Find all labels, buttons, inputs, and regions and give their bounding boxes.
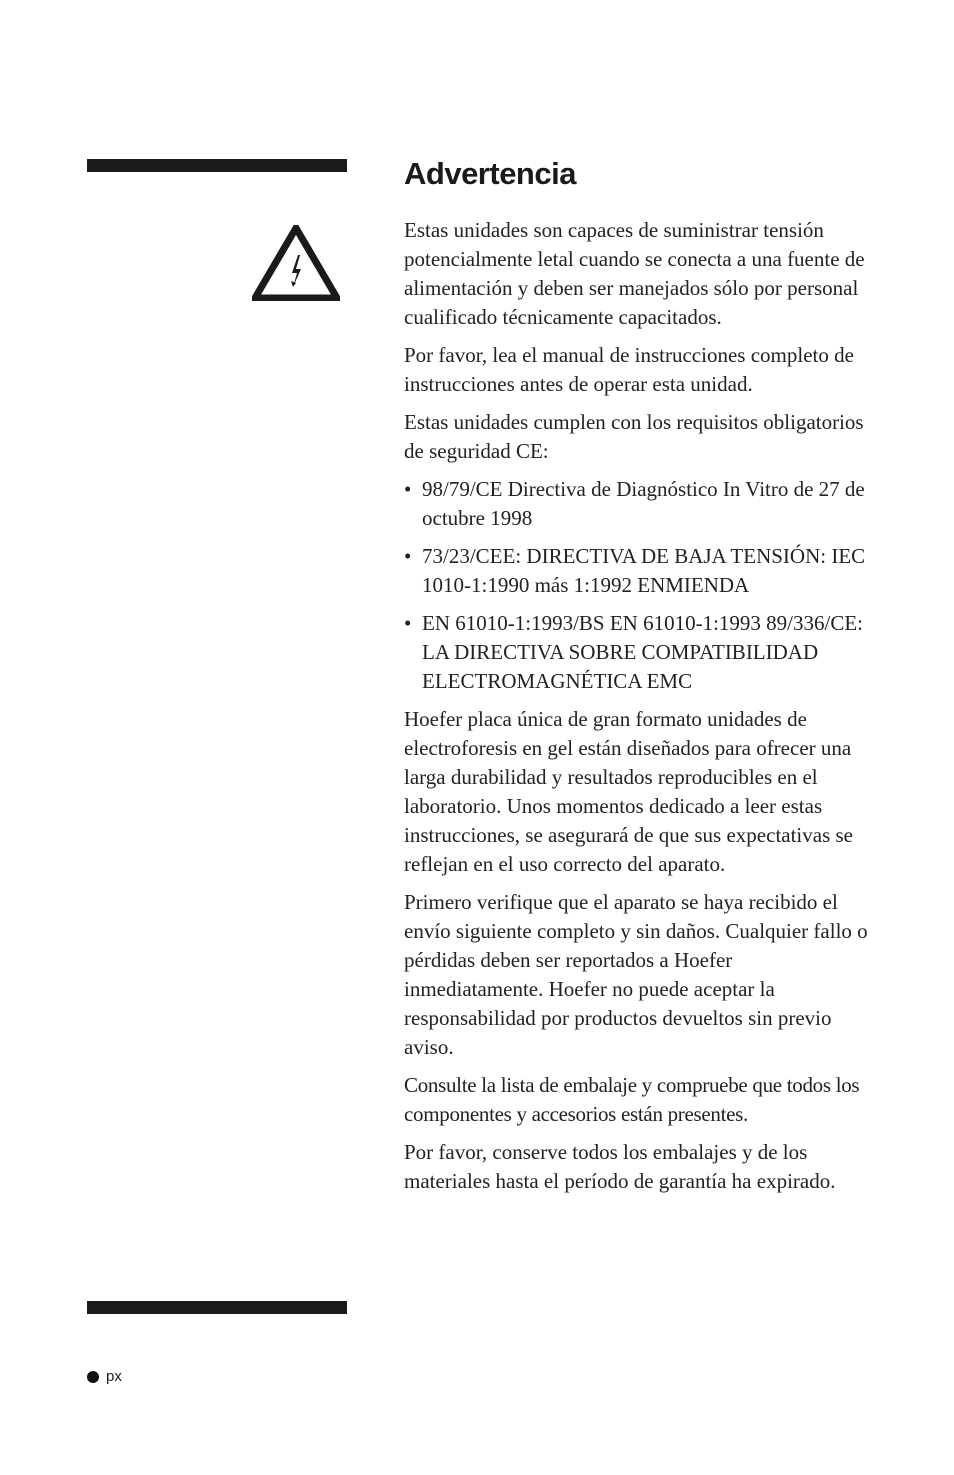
bottom-rule — [87, 1301, 347, 1314]
bullet-symbol: • — [404, 611, 412, 635]
bullet-symbol: • — [404, 544, 412, 568]
paragraph-read-manual: Por favor, lea el manual de instrucciones completo de instrucciones antes de operar esta unidad. — [404, 343, 854, 396]
list-item — [404, 609, 874, 696]
paragraph-voltage-warning: Estas unidades son capaces de suministrar tensión potencialmente letal cuando se conecta a una fuente de alimentación y deben ser manejados sólo por personal cualificado técnicamente capacitados. — [404, 218, 865, 329]
page-footer — [87, 1368, 122, 1385]
paragraph-packing-list: Consulte la lista de embalaje y compruebe que todos los componentes y accesorios están presentes. — [404, 1073, 860, 1126]
top-rule — [87, 159, 347, 172]
directive-text: 98/79/CE Directiva de Diagnóstico In Vitro de 27 de octubre 1998 — [422, 477, 865, 530]
list-item — [404, 475, 874, 533]
paragraph-keep-packaging: Por favor, conserve todos los embalajes y de los materiales hasta el período de garantía ha expirado. — [404, 1140, 836, 1193]
section-title: Advertencia — [404, 156, 576, 191]
paragraph-verify-shipment: Primero verifique que el aparato se haya recibido el envío siguiente completo y sin daños. Cualquier fallo o pérdidas deben ser reportados a Hoefer inmediatamente. Hoefer no puede aceptar la responsabilidad por productos devueltos sin previo aviso. — [404, 890, 868, 1059]
directive-text: EN 61010-1:1993/BS EN 61010-1:1993 89/336/CE: LA DIRECTIVA SOBRE COMPATIBILIDAD ELECTROMAGNÉTICA EMC — [422, 611, 863, 693]
paragraph-product-description: Hoefer placa única de gran formato unidades de electroforesis en gel están diseñados para ofrecer una larga durabilidad y resultados reproducibles en el laboratorio. Unos momentos dedicado a leer estas instrucciones, se asegurará de que sus expectativas se reflejan en el uso correcto del aparato. — [404, 707, 853, 876]
list-item — [404, 542, 874, 600]
high-voltage-warning-icon — [252, 225, 340, 301]
directive-list — [404, 475, 874, 696]
page-number: px — [106, 1368, 122, 1385]
directive-text: 73/23/CEE: DIRECTIVA DE BAJA TENSIÓN: IEC 1010-1:1990 más 1:1992 ENMIENDA — [422, 544, 866, 597]
footer-bullet-icon — [87, 1371, 99, 1383]
warning-section — [404, 150, 874, 1205]
bullet-symbol: • — [404, 477, 412, 501]
paragraph-ce-requirements: Estas unidades cumplen con los requisitos obligatorios de seguridad CE: — [404, 410, 864, 463]
